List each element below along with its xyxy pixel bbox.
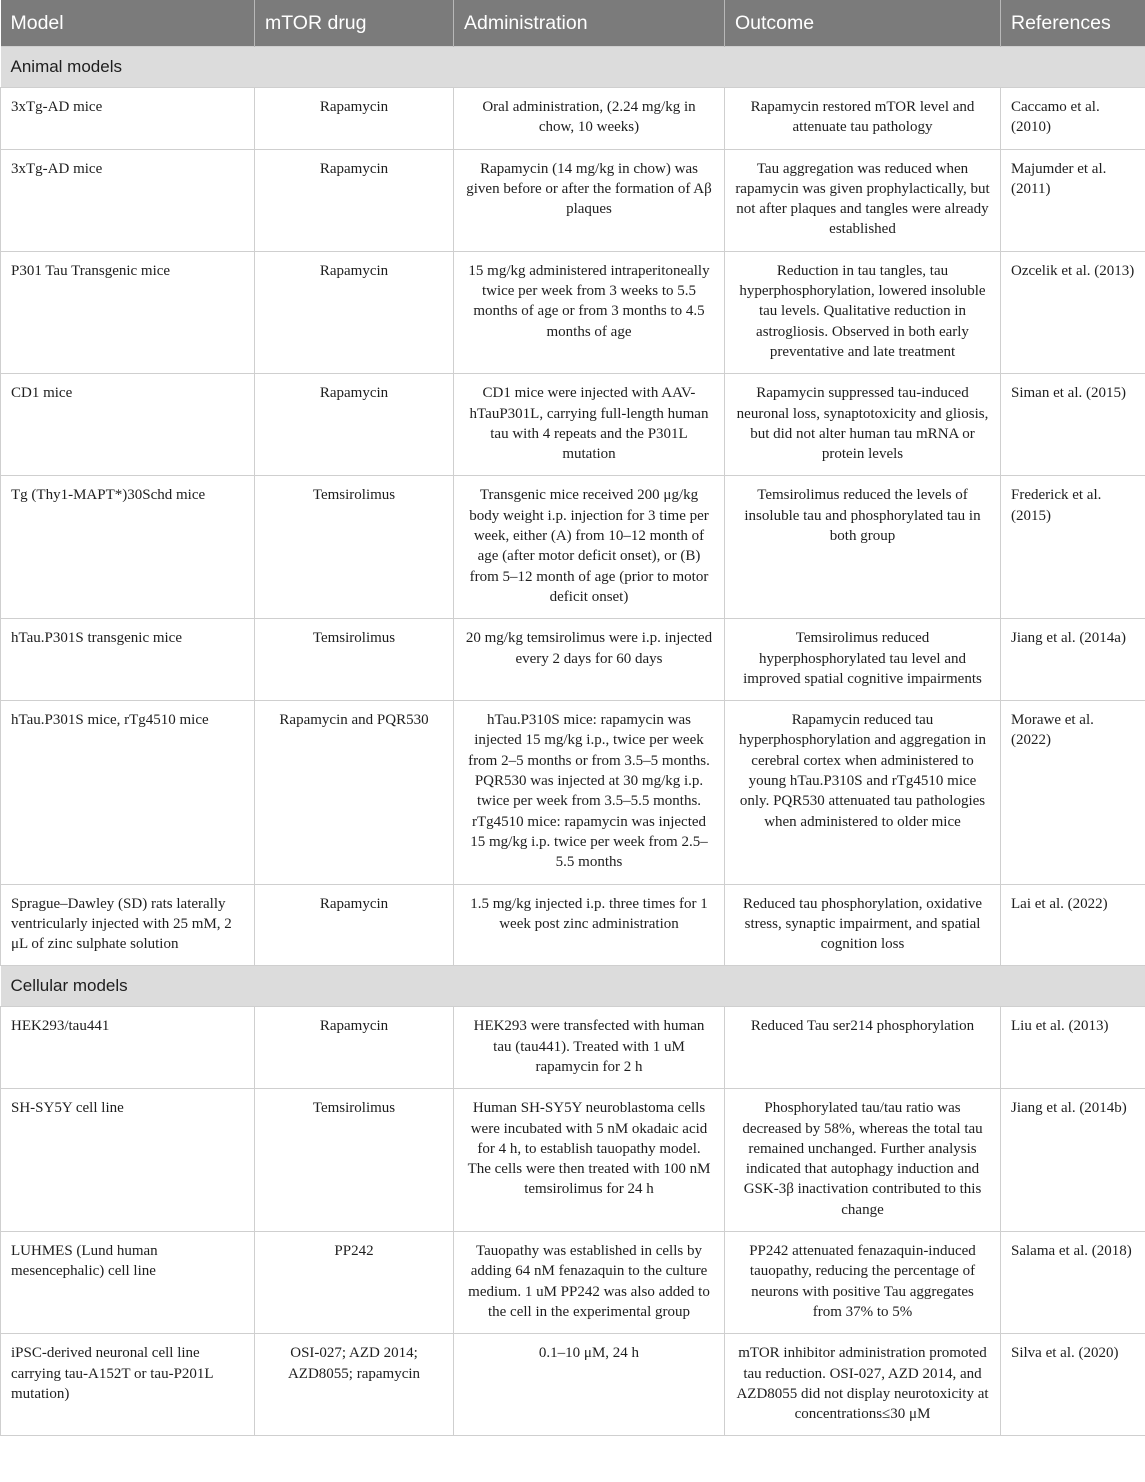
cell-outcome: mTOR inhibitor administration promoted tau reduction. OSI-027, AZD 2014, and AZD8055 did not display neurotoxicity at concentrations≤30 μM	[725, 1334, 1001, 1436]
cell-reference: Lai et al. (2022)	[1001, 884, 1145, 966]
cell-outcome: Phosphorylated tau/tau ratio was decreased by 58%, whereas the total tau remained unchanged. Further analysis indicated that autophagy induction and GSK-3β inactivation contributed to this change	[725, 1089, 1001, 1232]
cell-reference: Frederick et al. (2015)	[1001, 476, 1145, 619]
cell-model: SH-SY5Y cell line	[1, 1089, 255, 1232]
cell-reference: Siman et al. (2015)	[1001, 374, 1145, 476]
section-row	[1, 966, 1145, 1007]
cell-mtor-drug: Temsirolimus	[255, 619, 454, 701]
cell-mtor-drug: Temsirolimus	[255, 476, 454, 619]
header-outcome: Outcome	[725, 0, 1001, 47]
cell-outcome: Rapamycin restored mTOR level and attenuate tau pathology	[725, 88, 1001, 150]
table-row	[1, 884, 1145, 966]
cell-outcome: Tau aggregation was reduced when rapamycin was given prophylactically, but not after plaques and tangles were already established	[725, 149, 1001, 251]
table-row	[1, 1334, 1145, 1436]
cell-model: LUHMES (Lund human mesencephalic) cell line	[1, 1232, 255, 1334]
table-row	[1, 1007, 1145, 1089]
cell-mtor-drug: PP242	[255, 1232, 454, 1334]
cell-administration: Human SH-SY5Y neuroblastoma cells were incubated with 5 nM okadaic acid for 4 h, to establish tauopathy model. The cells were then treated with 100 nM temsirolimus for 24 h	[454, 1089, 725, 1232]
cell-outcome: Rapamycin suppressed tau-induced neuronal loss, synaptotoxicity and gliosis, but did not alter human tau mRNA or protein levels	[725, 374, 1001, 476]
cell-mtor-drug: Rapamycin	[255, 251, 454, 373]
table-row	[1, 88, 1145, 150]
cell-reference: Jiang et al. (2014a)	[1001, 619, 1145, 701]
header-references: References	[1001, 0, 1145, 47]
section-row	[1, 47, 1145, 88]
cell-outcome: Temsirolimus reduced hyperphosphorylated tau level and improved spatial cognitive impairments	[725, 619, 1001, 701]
cell-reference: Jiang et al. (2014b)	[1001, 1089, 1145, 1232]
table-body	[1, 47, 1145, 1436]
cell-reference: Liu et al. (2013)	[1001, 1007, 1145, 1089]
cell-model: P301 Tau Transgenic mice	[1, 251, 255, 373]
cell-administration: CD1 mice were injected with AAV-hTauP301L, carrying full-length human tau with 4 repeats and the P301L mutation	[454, 374, 725, 476]
table-row	[1, 251, 1145, 373]
table-row	[1, 701, 1145, 884]
cell-outcome: Temsirolimus reduced the levels of insoluble tau and phosphorylated tau in both group	[725, 476, 1001, 619]
cell-model: iPSC-derived neuronal cell line carrying tau-A152T or tau-P201L mutation)	[1, 1334, 255, 1436]
cell-administration: 15 mg/kg administered intraperitoneally twice per week from 3 weeks to 5.5 months of age or from 3 months to 4.5 months of age	[454, 251, 725, 373]
cell-outcome: Rapamycin reduced tau hyperphosphorylation and aggregation in cerebral cortex when administered to young hTau.P310S and rTg4510 mice only. PQR530 attenuated tau pathologies when administered to older mice	[725, 701, 1001, 884]
section-title: Cellular models	[1, 966, 1145, 1007]
cell-mtor-drug: Rapamycin	[255, 374, 454, 476]
cell-mtor-drug: Rapamycin	[255, 149, 454, 251]
cell-administration: Rapamycin (14 mg/kg in chow) was given before or after the formation of Aβ plaques	[454, 149, 725, 251]
cell-outcome: Reduced tau phosphorylation, oxidative stress, synaptic impairment, and spatial cognition loss	[725, 884, 1001, 966]
cell-administration: 0.1–10 μM, 24 h	[454, 1334, 725, 1436]
cell-model: hTau.P301S transgenic mice	[1, 619, 255, 701]
cell-model: Sprague–Dawley (SD) rats laterally ventricularly injected with 25 mM, 2 μL of zinc sulphate solution	[1, 884, 255, 966]
cell-mtor-drug: OSI-027; AZD 2014; AZD8055; rapamycin	[255, 1334, 454, 1436]
table-row	[1, 619, 1145, 701]
table-row	[1, 476, 1145, 619]
cell-model: HEK293/tau441	[1, 1007, 255, 1089]
cell-reference: Caccamo et al. (2010)	[1001, 88, 1145, 150]
table-row	[1, 1232, 1145, 1334]
header-model: Model	[1, 0, 255, 47]
header-mtor-drug: mTOR drug	[255, 0, 454, 47]
cell-administration: hTau.P310S mice: rapamycin was injected 15 mg/kg i.p., twice per week from 2–5 months or from 3.5–5 months. PQR530 was injected at 30 mg/kg i.p. twice per week from 3.5–5.5 months. rTg4510 mice: rapamycin was injected 15 mg/kg i.p. twice per week from 2.5–5.5 months	[454, 701, 725, 884]
table-row	[1, 374, 1145, 476]
cell-reference: Salama et al. (2018)	[1001, 1232, 1145, 1334]
cell-administration: HEK293 were transfected with human tau (tau441). Treated with 1 uM rapamycin for 2 h	[454, 1007, 725, 1089]
header-administration: Administration	[454, 0, 725, 47]
cell-administration: Transgenic mice received 200 μg/kg body weight i.p. injection for 3 time per week, either (A) from 10–12 month of age (after motor deficit onset), or (B) from 5–12 month of age (prior to motor deficit onset)	[454, 476, 725, 619]
cell-model: 3xTg-AD mice	[1, 88, 255, 150]
cell-reference: Silva et al. (2020)	[1001, 1334, 1145, 1436]
cell-model: CD1 mice	[1, 374, 255, 476]
cell-reference: Morawe et al. (2022)	[1001, 701, 1145, 884]
cell-outcome: Reduction in tau tangles, tau hyperphosphorylation, lowered insoluble tau levels. Qualitative reduction in astrogliosis. Observed in both early preventative and late treatment	[725, 251, 1001, 373]
cell-mtor-drug: Rapamycin and PQR530	[255, 701, 454, 884]
cell-administration: 20 mg/kg temsirolimus were i.p. injected every 2 days for 60 days	[454, 619, 725, 701]
cell-mtor-drug: Temsirolimus	[255, 1089, 454, 1232]
cell-reference: Ozcelik et al. (2013)	[1001, 251, 1145, 373]
table-header-row	[1, 0, 1145, 47]
cell-mtor-drug: Rapamycin	[255, 1007, 454, 1089]
section-title: Animal models	[1, 47, 1145, 88]
table-row	[1, 149, 1145, 251]
cell-administration: Oral administration, (2.24 mg/kg in chow, 10 weeks)	[454, 88, 725, 150]
cell-model: 3xTg-AD mice	[1, 149, 255, 251]
cell-model: hTau.P301S mice, rTg4510 mice	[1, 701, 255, 884]
cell-mtor-drug: Rapamycin	[255, 88, 454, 150]
cell-outcome: PP242 attenuated fenazaquin-induced tauopathy, reducing the percentage of neurons with positive Tau aggregates from 37% to 5%	[725, 1232, 1001, 1334]
cell-reference: Majumder et al. (2011)	[1001, 149, 1145, 251]
cell-administration: 1.5 mg/kg injected i.p. three times for 1 week post zinc administration	[454, 884, 725, 966]
cell-outcome: Reduced Tau ser214 phosphorylation	[725, 1007, 1001, 1089]
cell-administration: Tauopathy was established in cells by adding 64 nM fenazaquin to the culture medium. 1 uM PP242 was also added to the cell in the experimental group	[454, 1232, 725, 1334]
cell-mtor-drug: Rapamycin	[255, 884, 454, 966]
cell-model: Tg (Thy1-MAPT*)30Schd mice	[1, 476, 255, 619]
table-row	[1, 1089, 1145, 1232]
